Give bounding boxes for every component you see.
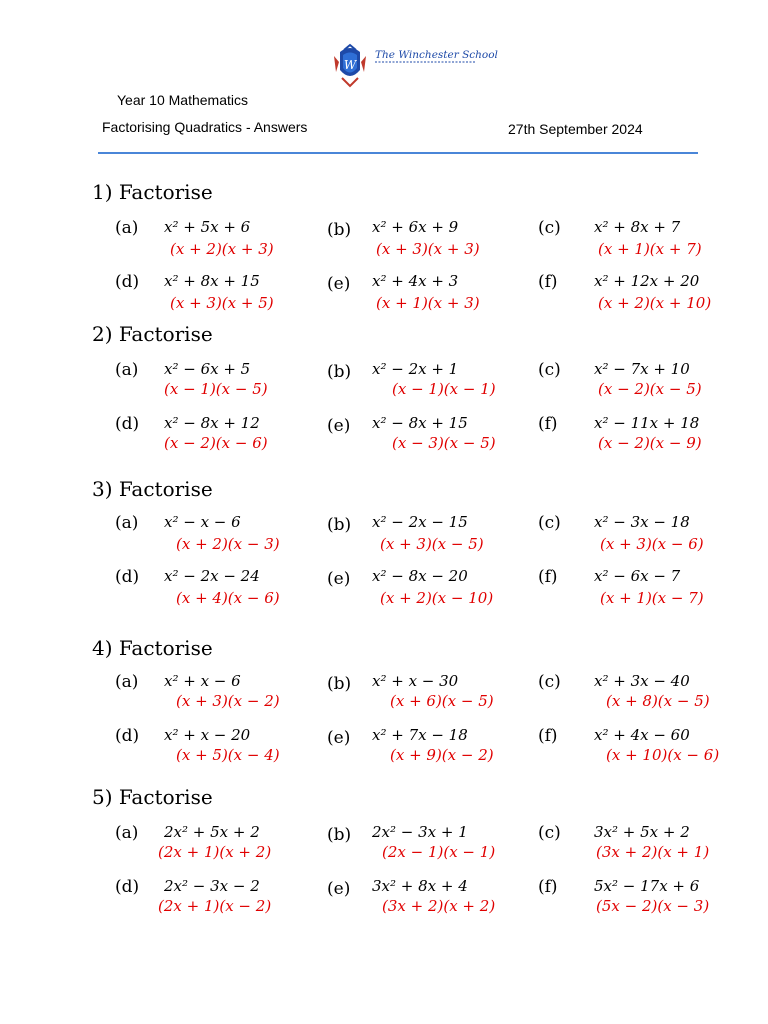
question-expression: x² + 8x + 7 (594, 218, 681, 236)
answer-factorised: (x + 9)(x − 2) (390, 746, 494, 764)
question-label: (c) (538, 823, 561, 843)
question-label: (f) (538, 726, 558, 746)
answer-factorised: (x − 2)(x − 6) (164, 434, 268, 452)
question-expression: x² − 2x − 15 (372, 513, 468, 531)
question-label: (a) (115, 360, 139, 380)
section-title: 3) Factorise (92, 477, 213, 501)
course-name: Year 10 Mathematics (117, 92, 248, 108)
question-expression: x² − 8x + 15 (372, 414, 468, 432)
question-expression: 2x² − 3x − 2 (164, 877, 260, 895)
question-expression: x² + 8x + 15 (164, 272, 260, 290)
question-label: (d) (115, 726, 140, 746)
school-name-logo-text: The Winchester School (375, 49, 498, 61)
worksheet-title: Factorising Quadratics - Answers (102, 119, 308, 135)
question-expression: x² + x − 6 (164, 672, 241, 690)
question-expression: x² − 6x + 5 (164, 360, 251, 378)
question-label: (d) (115, 567, 140, 587)
question-label: (b) (327, 362, 352, 382)
section-title: 1) Factorise (92, 180, 213, 204)
question-expression: x² − x − 6 (164, 513, 241, 531)
question-expression: x² − 8x − 20 (372, 567, 468, 585)
answer-factorised: (2x − 1)(x − 1) (382, 843, 496, 861)
answer-factorised: (x + 3)(x − 2) (176, 692, 280, 710)
answer-factorised: (x + 1)(x + 7) (598, 240, 702, 258)
section-title: 4) Factorise (92, 636, 213, 660)
question-expression: 3x² + 5x + 2 (594, 823, 690, 841)
answer-factorised: (x + 2)(x + 10) (598, 294, 712, 312)
question-label: (d) (115, 877, 140, 897)
answer-factorised: (x + 5)(x − 4) (176, 746, 280, 764)
answer-factorised: (x − 2)(x − 5) (598, 380, 702, 398)
question-label: (e) (327, 274, 351, 294)
question-label: (d) (115, 272, 140, 292)
answer-factorised: (x − 2)(x − 9) (598, 434, 702, 452)
question-expression: 2x² + 5x + 2 (164, 823, 260, 841)
question-expression: x² + 6x + 9 (372, 218, 459, 236)
answer-factorised: (x + 10)(x − 6) (606, 746, 720, 764)
answer-factorised: (3x + 2)(x + 2) (382, 897, 496, 915)
answer-factorised: (2x + 1)(x + 2) (158, 843, 272, 861)
question-label: (f) (538, 414, 558, 434)
question-expression: x² + 4x − 60 (594, 726, 690, 744)
question-label: (b) (327, 825, 352, 845)
question-expression: x² − 8x + 12 (164, 414, 260, 432)
question-expression: x² + 7x − 18 (372, 726, 468, 744)
answer-factorised: (2x + 1)(x − 2) (158, 897, 272, 915)
question-label: (f) (538, 272, 558, 292)
question-expression: x² + 4x + 3 (372, 272, 459, 290)
answer-factorised: (x + 2)(x + 3) (170, 240, 274, 258)
question-expression: x² + 5x + 6 (164, 218, 251, 236)
section-title: 2) Factorise (92, 322, 213, 346)
question-expression: 3x² + 8x + 4 (372, 877, 468, 895)
question-expression: x² − 6x − 7 (594, 567, 681, 585)
question-label: (c) (538, 360, 561, 380)
question-expression: 2x² − 3x + 1 (372, 823, 468, 841)
question-label: (f) (538, 877, 558, 897)
question-label: (a) (115, 672, 139, 692)
section-title: 5) Factorise (92, 785, 213, 809)
svg-text:W: W (343, 58, 357, 72)
answer-factorised: (x + 6)(x − 5) (390, 692, 494, 710)
question-label: (e) (327, 569, 351, 589)
question-label: (b) (327, 674, 352, 694)
question-label: (e) (327, 416, 351, 436)
answer-factorised: (x + 1)(x + 3) (376, 294, 480, 312)
question-expression: x² − 2x − 24 (164, 567, 260, 585)
answer-factorised: (x + 3)(x + 5) (170, 294, 274, 312)
answer-factorised: (3x + 2)(x + 1) (596, 843, 710, 861)
answer-factorised: (x + 3)(x + 3) (376, 240, 480, 258)
header-divider (98, 152, 698, 154)
question-expression: x² + x − 30 (372, 672, 459, 690)
question-label: (c) (538, 513, 561, 533)
question-expression: x² + x − 20 (164, 726, 251, 744)
question-label: (a) (115, 513, 139, 533)
question-expression: x² − 3x − 18 (594, 513, 690, 531)
question-expression: 5x² − 17x + 6 (594, 877, 700, 895)
question-label: (e) (327, 879, 351, 899)
question-expression: x² − 2x + 1 (372, 360, 459, 378)
question-label: (b) (327, 220, 352, 240)
question-expression: x² + 3x − 40 (594, 672, 690, 690)
answer-factorised: (x − 3)(x − 5) (392, 434, 496, 452)
worksheet-date: 27th September 2024 (508, 121, 643, 137)
question-label: (e) (327, 728, 351, 748)
question-expression: x² − 7x + 10 (594, 360, 690, 378)
question-label: (b) (327, 515, 352, 535)
question-label: (a) (115, 823, 139, 843)
answer-factorised: (5x − 2)(x − 3) (596, 897, 710, 915)
question-label: (c) (538, 672, 561, 692)
answer-factorised: (x + 1)(x − 7) (600, 589, 704, 607)
question-label: (d) (115, 414, 140, 434)
answer-factorised: (x + 3)(x − 5) (380, 535, 484, 553)
answer-factorised: (x + 2)(x − 3) (176, 535, 280, 553)
answer-factorised: (x + 3)(x − 6) (600, 535, 704, 553)
answer-factorised: (x + 4)(x − 6) (176, 589, 280, 607)
answer-factorised: (x − 1)(x − 1) (392, 380, 496, 398)
question-label: (f) (538, 567, 558, 587)
answer-factorised: (x + 8)(x − 5) (606, 692, 710, 710)
question-label: (a) (115, 218, 139, 238)
answer-factorised: (x + 2)(x − 10) (380, 589, 494, 607)
question-label: (c) (538, 218, 561, 238)
question-expression: x² − 11x + 18 (594, 414, 700, 432)
question-expression: x² + 12x + 20 (594, 272, 700, 290)
answer-factorised: (x − 1)(x − 5) (164, 380, 268, 398)
